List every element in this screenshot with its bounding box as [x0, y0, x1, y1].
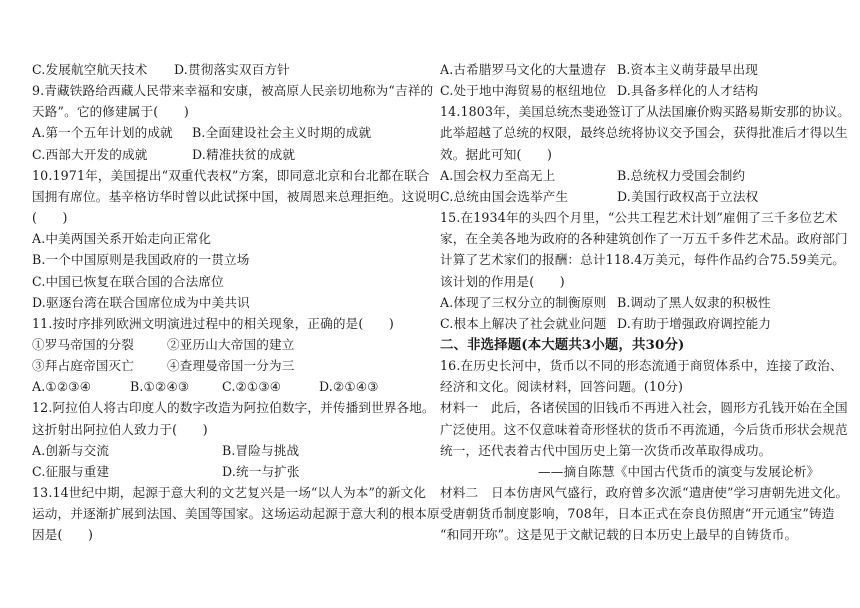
section-heading: 二、非选择题(本大题共3小题，共30分) — [440, 336, 685, 353]
text-line: A.中美两国关系开始走向正常化 — [32, 231, 212, 247]
option-text: B.资本主义萌芽最早出现 — [617, 62, 758, 77]
option-text: A.创新与交流 — [32, 442, 110, 458]
option-text: ④查理曼帝国一分为三 — [167, 358, 295, 374]
text-line: 受唐朝货币制度影响，708年，日本正式在奈良仿照唐“开元通宝”铸造 — [440, 506, 835, 522]
option-text: C.征服与重建 — [32, 463, 110, 479]
option-text: B.总统权力受国会制约 — [617, 167, 746, 183]
options-row — [32, 60, 417, 80]
options-row — [32, 377, 417, 397]
text-line: 家，在全美各地为政府的各种建筑创作了一万五千多件艺术品。政府部门 — [440, 231, 848, 247]
options-row — [32, 335, 417, 355]
options-row — [32, 123, 417, 143]
text-line: 10.1971年，美国提出“双重代表权”方案，即同意北京和台北都在联合 — [32, 167, 430, 183]
text-line: B.一个中国原则是我国政府的一贯立场 — [32, 252, 250, 268]
text-line: 材料二 日本仿唐风气盛行，政府曾多次派“遣唐使”学习唐朝先进文化。 — [440, 485, 849, 500]
text-line: 国拥有席位。基辛格访华时曾以此试探中国，被周恩来总理拒绝。这说明 — [32, 188, 440, 204]
text-line: 15.在1934年的头四个月里，“公共工程艺术计划”雇佣了三千多位艺术 — [440, 210, 838, 226]
text-line: 这折射出阿拉伯人致力于( ) — [32, 421, 208, 437]
options-row — [32, 441, 417, 461]
text-line: 因是( ) — [32, 527, 94, 543]
option-text: ①罗马帝国的分裂 — [32, 336, 134, 352]
options-row — [440, 60, 840, 80]
text-line: 16.在历史长河中，货币以不同的形态流通于商贸体系中，连接了政治、 — [440, 358, 843, 374]
options-row — [32, 145, 417, 165]
option-text: C.总统由国会选举产生 — [440, 188, 569, 204]
text-line: 该计划的作用是( ) — [440, 273, 565, 289]
option-text: B.冒险与挑战 — [222, 442, 300, 458]
option-text: ②亚历山大帝国的建立 — [167, 336, 295, 352]
text-line: 11.按时序排列欧洲文明演进过程中的相关现象，正确的是( ) — [32, 315, 394, 331]
text-line: 运动，并逐渐扩展到法国、美国等国家。这场运动起源于意大利的根本原 — [32, 506, 440, 522]
option-text: D.有助于增强政府调控能力 — [617, 315, 772, 331]
text-line: 经济和文化。阅读材料，回答问题。(10分) — [440, 379, 684, 395]
text-line: 9.青藏铁路给西藏人民带来幸福和安康，被高原人民亲切地称为“吉祥的 — [32, 83, 434, 99]
option-text: B.调动了黑人奴隶的积极性 — [617, 294, 771, 310]
text-line: 计算了艺术家们的报酬：总计118.4万美元，每件作品约合75.59美元。 — [440, 252, 845, 268]
option-text: C.处于地中海贸易的枢纽地位 — [440, 83, 607, 99]
options-row — [440, 314, 840, 334]
options-row — [440, 187, 840, 207]
option-text: A.第一个五年计划的成就 — [32, 125, 173, 141]
option-text: A.体现了三权分立的制衡原则 — [440, 294, 607, 310]
option-text: A.古希腊罗马文化的大量遗存 — [440, 62, 607, 77]
source-citation: ——摘自陈慧《中国古代货币的演变与发展论析》 — [538, 463, 820, 479]
text-line: ( ) — [32, 210, 68, 226]
options-row — [32, 462, 417, 482]
text-line: D.驱逐台湾在联合国席位成为中美共识 — [32, 294, 250, 310]
option-text: D.美国行政权高于立法权 — [617, 188, 759, 204]
option-text: B.全面建设社会主义时期的成就 — [192, 125, 372, 141]
option-text: D.统一与扩张 — [222, 463, 300, 479]
option-text: D.②①④③ — [319, 379, 379, 395]
text-line: “和同开珎”。这是见于文献记载的日本历史上最早的自铸货币。 — [440, 527, 798, 543]
option-text: C.②①③④ — [222, 379, 282, 395]
options-row — [440, 293, 840, 313]
option-text: D.精准扶贫的成就 — [192, 146, 296, 162]
text-line: 效。据此可知( ) — [440, 146, 553, 162]
text-line: 统一，还代表着古代中国历史上第一次货币改革取得成功。 — [440, 442, 772, 458]
option-text: D.具备多样化的人才结构 — [617, 83, 759, 99]
text-line: 天路”。它的修建属于( ) — [32, 104, 189, 120]
option-text: A.①②③④ — [32, 379, 92, 395]
option-text: A.国会权力至高无上 — [440, 167, 556, 183]
option-text: C.根本上解决了社会就业问题 — [440, 315, 607, 331]
text-line: 广泛使用。这不仅意味着奇形怪状的货币不再流通，今后货币形状会规范 — [440, 421, 848, 437]
option-text: C.西部大开发的成就 — [32, 146, 148, 162]
text-line: 12.阿拉伯人将古印度人的数字改造为阿拉伯数字，并传播到世界各地。 — [32, 400, 435, 416]
text-line: 材料一 此后，各诸侯国的旧钱币不再进入社会，圆形方孔钱开始在全国 — [440, 400, 848, 416]
options-row — [440, 81, 840, 101]
option-text: ③拜占庭帝国灭亡 — [32, 358, 134, 374]
text-line: 14.1803年，美国总统杰斐逊签订了从法国廉价购买路易斯安那的协议。 — [440, 104, 850, 120]
text-line: C.中国已恢复在联合国的合法席位 — [32, 273, 224, 289]
option-text: D.贯彻落实双百方针 — [174, 62, 290, 77]
option-text: B.①②④③ — [130, 379, 190, 395]
options-row — [440, 166, 840, 186]
option-text: C.发展航空航天技术 — [32, 62, 148, 77]
text-line: 13.14世纪中期，起源于意大利的文艺复兴是一场“以人为本”的新文化 — [32, 485, 427, 500]
text-line: 此举超越了总统的权限，最终总统将协议交予国会，获得批准后才得以生 — [440, 125, 848, 141]
options-row — [32, 356, 417, 376]
